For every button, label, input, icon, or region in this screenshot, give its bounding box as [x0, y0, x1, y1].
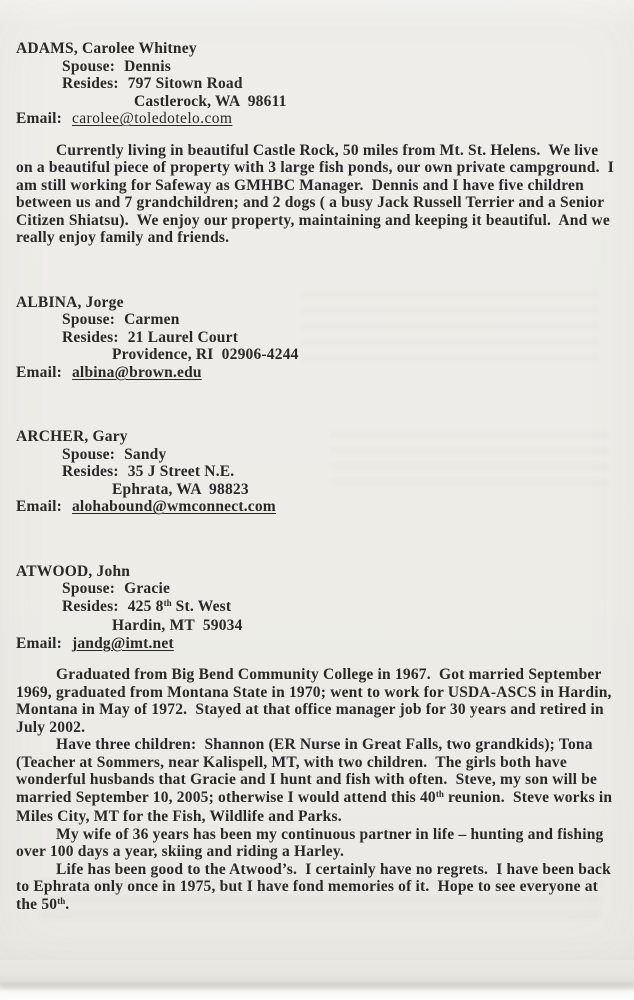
entry-albina [16, 294, 618, 382]
entry-name: ADAMS, Carolee Whitney [16, 40, 197, 57]
resides-label: Resides: [62, 463, 119, 480]
resides-line [16, 75, 618, 93]
resides-label: Resides: [62, 75, 119, 92]
email-line [16, 110, 618, 128]
spouse-label: Spouse: [62, 580, 116, 597]
scan-page-bottom-edge [0, 984, 634, 988]
spouse-value: Sandy [124, 445, 167, 463]
ordinal-superscript: th [57, 895, 66, 906]
ordinal-superscript: th [163, 597, 172, 608]
entry-atwood [16, 563, 618, 653]
spouse-value: Gracie [124, 580, 171, 597]
address-line1: 35 J Street N.E. [127, 463, 235, 480]
spouse-line [16, 58, 618, 76]
address-line1: 797 Sitown Road [127, 75, 243, 92]
email-label: Email: [16, 634, 62, 652]
resides-line [16, 463, 618, 481]
resides-line [16, 329, 618, 347]
spouse-label: Spouse: [62, 311, 116, 328]
email-label: Email: [16, 498, 62, 515]
email-label: Email: [16, 363, 62, 381]
ordinal-superscript: th [435, 788, 444, 799]
spouse-line [16, 446, 618, 464]
spouse-label: Spouse: [62, 57, 116, 75]
atwood-bio-paragraph-2: Have three children: Shannon (ER Nurse in Great Falls, two grandkids); Tona (Teacher at Sommers, near Kalispell, MT, with two children. The girls both have wonderful husbands that Gracie and I hunt and fish with often. Steve, my son will be married September 10, 2005; otherwise I would attend this 40th reunion. Steve works in Miles City, MT for the Fish, Wildlife and Parks. [16, 736, 617, 825]
atwood-bio-paragraph-1: Graduated from Big Bend Community College in 1967. Got married September 1969, graduated from Montana State in 1970; went to work for USDA-ASCS in Hardin, Montana in May of 1972. Stayed at that office manager job for 30 years and retired in July 2002. [16, 666, 616, 736]
address-line1: 425 8th St. West [127, 597, 232, 615]
atwood-bio-paragraph-3: My wife of 36 years has been my continuous partner in life – hunting and fishing over 100 days a year, skiing and riding a Harley. [16, 825, 608, 860]
spouse-line [16, 580, 618, 598]
email-line [16, 364, 618, 382]
email-address: carolee@toledotelo.com [71, 110, 233, 127]
spouse-value: Carmen [124, 311, 180, 328]
spouse-line [16, 311, 618, 329]
entry-name: ALBINA, Jorge [16, 293, 124, 311]
email-label: Email: [16, 110, 62, 127]
email-address: alohabound@wmconnect.com [71, 498, 276, 515]
resides-label: Resides: [62, 328, 119, 346]
adams-bio-paragraph: Currently living in beautiful Castle Rock, 50 miles from Mt. St. Helens. We live on a beautiful piece of property with 3 large fish ponds, our own private campground. I am still working for Safeway as GMHBC Manager. Dennis and I have five children between us and 7 grandchildren; and 2 dogs ( a busy Jack Russell Terrier and a Senior Citizen Shiatsu). We enjoy our property, maintaining and keeping it beautiful. And we really enjoy family and friends. [16, 141, 619, 246]
resides-label: Resides: [62, 597, 119, 615]
entry-adams [16, 40, 618, 128]
address-line2: Providence, RI 02906-4244 [112, 346, 299, 363]
address-line2: Hardin, MT 59034 [112, 617, 243, 634]
email-address: albina@brown.edu [71, 363, 202, 381]
email-address: jandg@imt.net [71, 634, 174, 652]
atwood-bio-paragraph-4: Life has been good to the Atwood’s. I certainly have no regrets. I have been back to Ephrata only once in 1975, but I have fond memories of it. Hope to see everyone at the 50th. [16, 860, 616, 913]
address-line1: 21 Laurel Court [127, 328, 239, 346]
entry-name: ATWOOD, John [16, 562, 131, 580]
address-line2: Castlerock, WA 98611 [134, 92, 287, 110]
spouse-label: Spouse: [62, 445, 116, 463]
spouse-value: Dennis [124, 57, 171, 75]
entry-name: ARCHER, Gary [16, 428, 128, 445]
address-line2: Ephrata, WA 98823 [112, 480, 249, 498]
email-line [16, 498, 618, 516]
entry-archer [16, 428, 618, 516]
email-line [16, 635, 618, 653]
resides-line [16, 598, 618, 618]
